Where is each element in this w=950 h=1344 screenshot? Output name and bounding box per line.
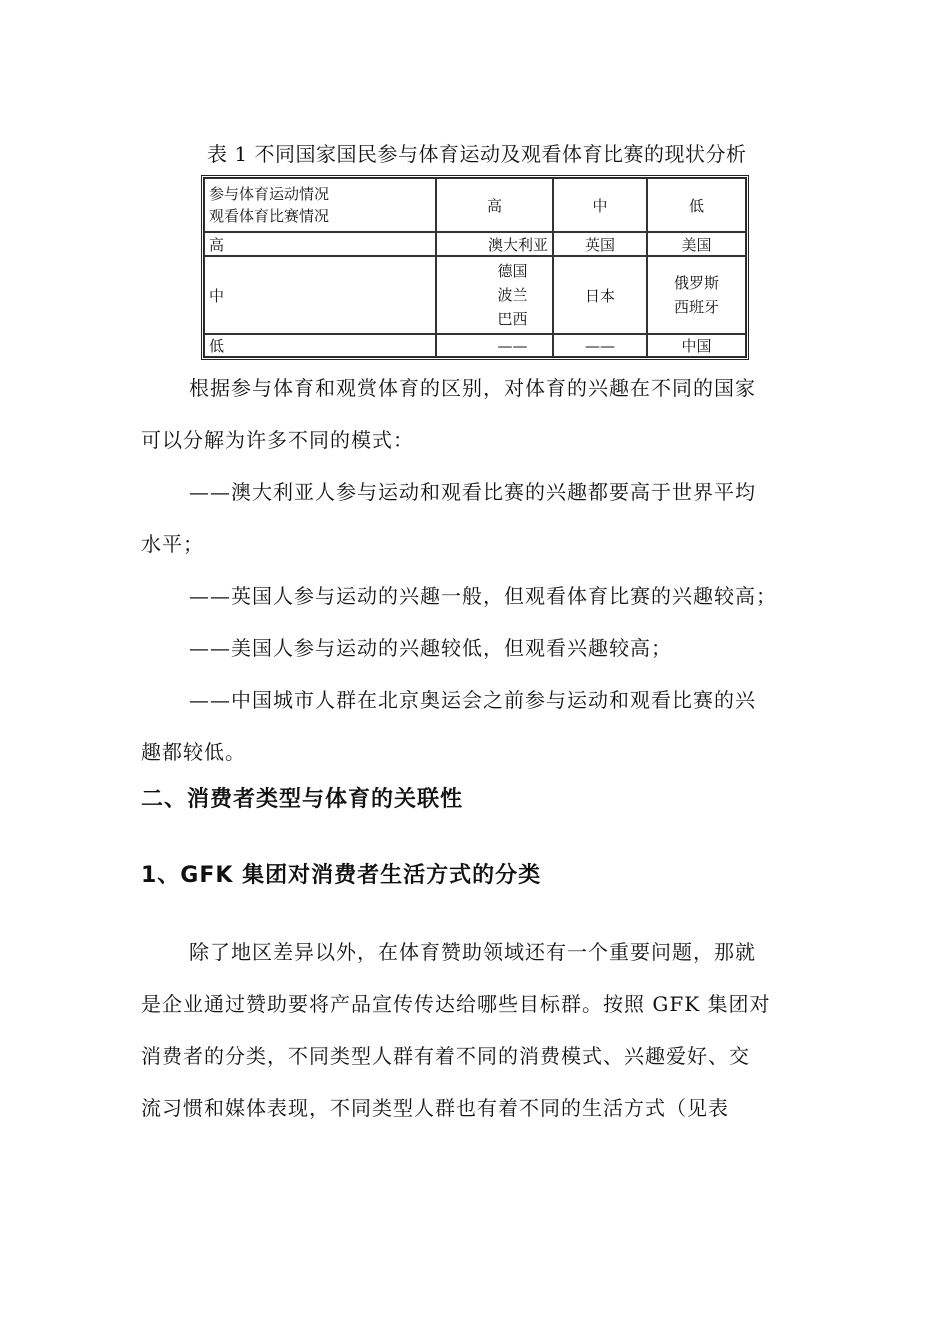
paragraph-line: 根据参与体育和观赏体育的区别，对体育的兴趣在不同的国家 [189,376,756,400]
table-cell: —— [553,334,647,357]
country-sports-table [201,175,749,360]
paragraph-gfk [141,926,811,1134]
paragraph-usa [141,622,811,674]
paragraph-uk [141,570,811,622]
subsection-heading: 1、GFK 集团对消费者生活方式的分类 [141,863,542,888]
table-row [204,256,746,334]
cell-line: 波兰 [497,286,528,304]
row-label: 高 [204,232,436,256]
section-heading: 二、消费者类型与体育的关联性 [141,787,464,812]
corner-header-participation: 参与体育运动情况 [209,185,330,203]
corner-header-cell [204,178,436,232]
table-cell [436,256,553,334]
paragraph-line: ——英国人参与运动的兴趣一般，但观看体育比赛的兴趣较高； [189,584,777,608]
row-label: 低 [204,334,436,357]
paragraph-line: 水平； [141,532,204,556]
table-cell: 日本 [553,256,647,334]
col-header-low: 低 [647,178,746,232]
paragraph-line: 是企业通过赞助要将产品宣传传达给哪些目标群。按照 GFK 集团对 [141,992,771,1016]
paragraph-line: 消费者的分类，不同类型人群有着不同的消费模式、兴趣爱好、交 [141,1044,750,1068]
paragraph-line: ——美国人参与运动的兴趣较低，但观看兴趣较高； [189,636,672,660]
table-row [204,232,746,256]
corner-header-watching: 观看体育比赛情况 [209,207,330,225]
col-header-high: 高 [436,178,553,232]
paragraph-line: 可以分解为许多不同的模式： [141,428,414,452]
cell-line: 德国 [497,262,528,280]
table-cell: 美国 [647,232,746,256]
table-cell: 澳大利亚 [436,232,553,256]
cell-line: 俄罗斯 [673,274,719,292]
table-cell: —— [436,334,553,357]
table-cell [647,256,746,334]
table-row [204,334,746,357]
paragraph-line: ——中国城市人群在北京奥运会之前参与运动和观看比赛的兴 [189,688,756,712]
paragraph-australia [141,466,811,570]
table-cell: 英国 [553,232,647,256]
paragraph-china [141,674,811,778]
table-caption: 表 1 不同国家国民参与体育运动及观看体育比赛的现状分析 [207,142,747,166]
cell-line: 巴西 [497,310,528,328]
paragraph-line: 除了地区差异以外，在体育赞助领域还有一个重要问题，那就 [189,940,756,964]
col-header-mid: 中 [553,178,647,232]
row-label: 中 [204,256,436,334]
table-header-row [204,178,746,232]
paragraph-modes [141,362,811,466]
paragraph-line: 趣都较低。 [141,740,246,764]
paragraph-line: 流习惯和媒体表现，不同类型人群也有着不同的生活方式（见表 [141,1096,729,1120]
cell-line: 西班牙 [673,298,719,316]
paragraph-line: ——澳大利亚人参与运动和观看比赛的兴趣都要高于世界平均 [189,480,756,504]
table-cell: 中国 [647,334,746,357]
